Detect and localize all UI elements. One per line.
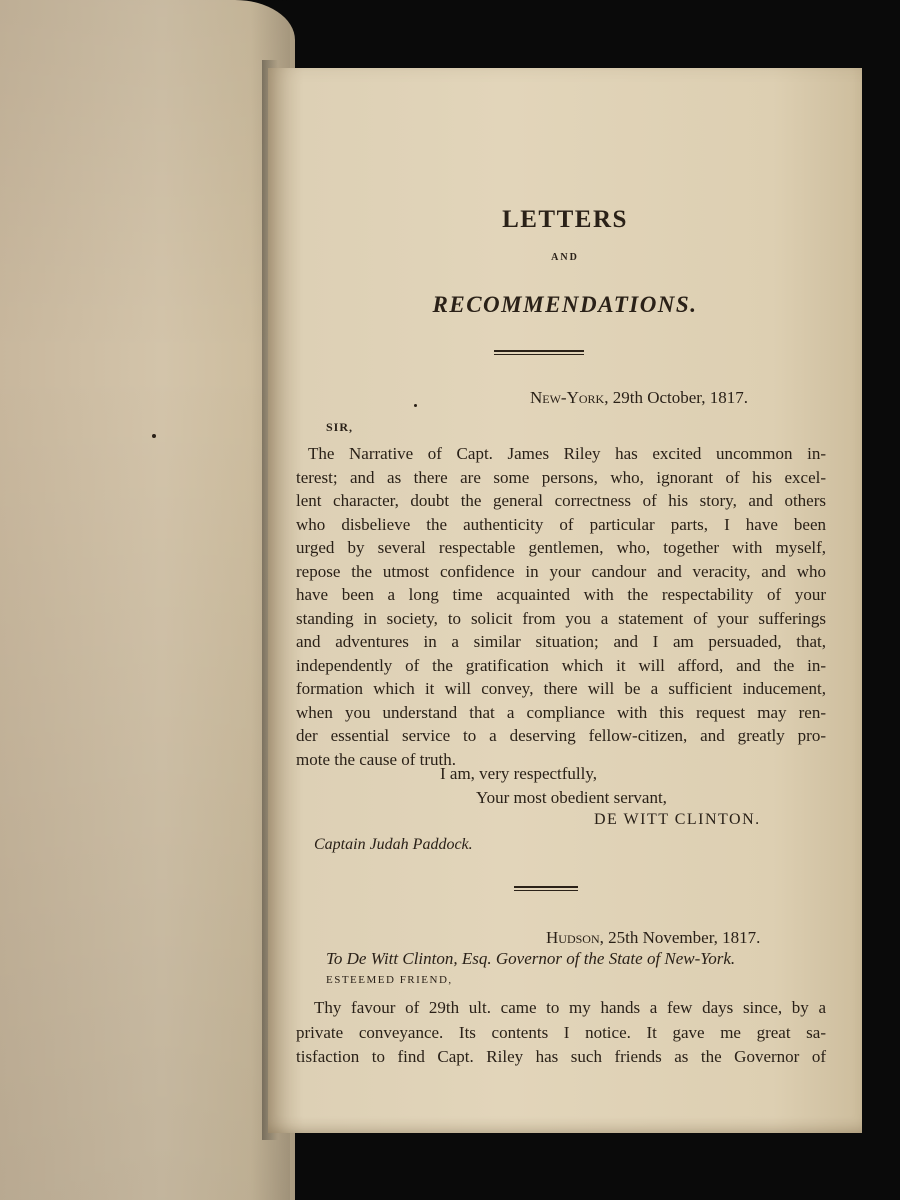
ink-speck: [414, 404, 417, 407]
text-line: private conveyance. Its contents I notice. It gave me great sa-: [296, 1022, 826, 1042]
text-line: formation which it will convey, there will be a sufficient inducement,: [296, 679, 826, 698]
text-line: Thy favour of 29th ult. came to my hands a few days since, by a: [314, 998, 826, 1017]
text-line: mote the cause of truth.: [296, 749, 457, 769]
letter2-place: Hudson: [546, 928, 600, 947]
text-line: repose the utmost confidence in your candour and veracity, and who: [296, 561, 826, 581]
letter1-salutation: SIR,: [326, 420, 354, 434]
text-line: urged by several respectable gentlemen, who, together with myself,: [296, 538, 826, 557]
ink-speck-left: [152, 434, 156, 438]
letter1-body: [296, 442, 826, 771]
book-page: [268, 68, 862, 1133]
text-line: The Narrative of Capt. James Riley has excited uncommon in-: [308, 444, 826, 463]
letter1-closing-servant: Your most obedient servant,: [476, 788, 667, 807]
ornamental-rule-middle: [514, 886, 578, 891]
text-line: der essential service to a deserving fellow-citizen, and greatly pro-: [296, 726, 826, 745]
text-line: independently of the gratification which it will afford, and the in-: [296, 655, 826, 675]
letter2-date: , 25th November, 1817.: [599, 928, 761, 947]
letter2-recipient: To De Witt Clinton, Esq. Governor of the State of New-York.: [326, 949, 736, 968]
text-line: have been a long time acquainted with the respectability of your: [296, 585, 826, 604]
letter1-signature: DE WITT CLINTON.: [594, 811, 761, 828]
letter1-closing: I am, very respectfully,: [440, 764, 598, 783]
text-line: when you understand that a compliance with this request may ren-: [296, 702, 826, 722]
letter1-addressee: Captain Judah Paddock.: [314, 836, 473, 853]
letter2-salutation: ESTEEMED FRIEND,: [326, 974, 453, 986]
letter2-dateline: [546, 928, 760, 948]
text-line: tisfaction to find Capt. Riley has such friends as the Governor of: [296, 1047, 826, 1066]
text-line: terest; and as there are some persons, who, ignorant of his excel-: [296, 467, 826, 487]
facing-page-shadow: [0, 0, 290, 1200]
title-and: AND: [551, 252, 579, 263]
text-line: and adventures in a similar situation; and I am persuaded, that,: [296, 632, 826, 651]
ornamental-rule-top: [494, 350, 584, 355]
text-line: lent character, doubt the general correctness of his story, and others: [296, 491, 826, 510]
letter2-body: [296, 996, 826, 1070]
title-letters: LETTERS: [502, 206, 628, 233]
letter1-dateline: [530, 388, 748, 408]
letter1-place: New-York: [530, 388, 605, 407]
text-line: who disbelieve the authenticity of particular parts, I have been: [296, 514, 826, 534]
title-recommendations: RECOMMENDATIONS.: [432, 292, 698, 317]
text-line: standing in society, to solicit from you a statement of your sufferings: [296, 608, 826, 628]
letter1-date: , 29th October, 1817.: [604, 388, 749, 407]
